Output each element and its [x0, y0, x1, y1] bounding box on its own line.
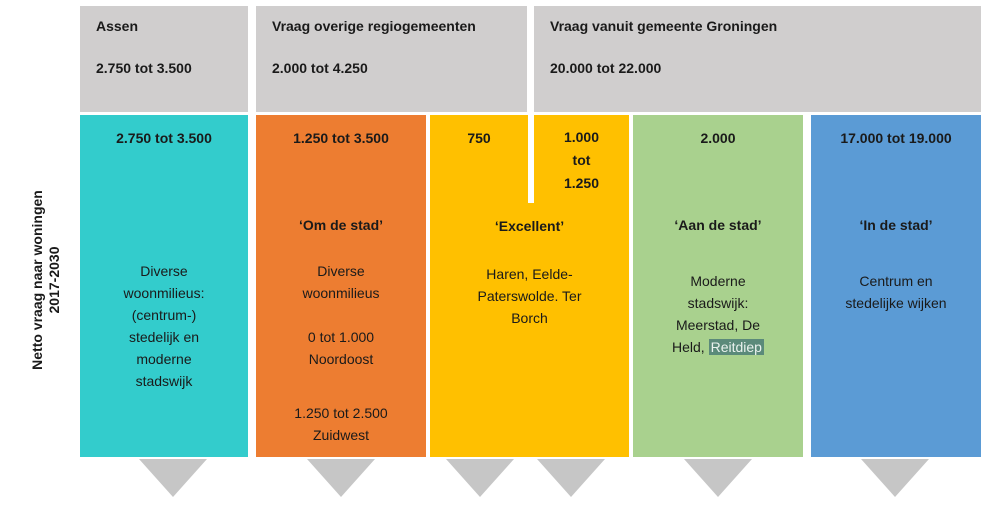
header-groningen-title: Vraag vanuit gemeente Groningen — [550, 18, 778, 34]
column-assen — [80, 115, 248, 457]
om-description: Diverse woonmilieus — [302, 263, 380, 301]
header-regio-range: 2.000 tot 4.250 — [272, 60, 368, 76]
arrow-down-icon — [139, 459, 207, 497]
header-regio-title: Vraag overige regiogemeenten — [272, 18, 476, 34]
header-assen-range: 2.750 tot 3.500 — [96, 60, 192, 76]
excellent-description: Haren, Eelde- Paterswolde. Ter Borch — [477, 266, 582, 326]
column-excellent — [430, 203, 629, 457]
assen-description: Diverse woonmilieus: (centrum-) stedelijk en moderne stadswijk — [123, 263, 205, 389]
arrow-down-icon — [684, 459, 752, 497]
side-label — [29, 190, 63, 370]
om-noordoost: 0 tot 1.000 Noordoost — [307, 329, 375, 367]
header-groningen-range: 20.000 tot 22.000 — [550, 60, 662, 76]
arrow-down-icon — [307, 459, 375, 497]
arrow-down-icon — [861, 459, 929, 497]
column-in-de-stad — [811, 115, 981, 457]
column-aan-de-stad — [633, 115, 803, 457]
header-groningen — [534, 6, 981, 112]
header-regio — [256, 6, 527, 112]
side-label-line2: 2017-2030 — [46, 246, 62, 314]
aan-zone-title: ‘Aan de stad’ — [674, 217, 762, 233]
aan-number: 2.000 — [700, 130, 736, 146]
header-assen — [80, 6, 248, 112]
om-zone-title: ‘Om de stad’ — [298, 217, 384, 233]
reitdiep-highlight: Reitdiep — [710, 339, 762, 355]
om-number: 1.250 tot 3.500 — [293, 130, 389, 146]
in-zone-title: ‘In de stad’ — [859, 217, 933, 233]
assen-number: 2.750 tot 3.500 — [116, 130, 212, 146]
excellent-zone-title: ‘Excellent’ — [494, 218, 565, 234]
arrow-down-icon — [446, 459, 514, 497]
aan-description: Moderne stadswijk: Meerstad, De Held, Reitdiep — [672, 273, 762, 355]
om-zuidwest: 1.250 tot 2.500 Zuidwest — [294, 405, 388, 443]
in-number: 17.000 tot 19.000 — [840, 130, 952, 146]
excellent-number-left: 750 — [467, 130, 491, 146]
side-label-line1: Netto vraag naar woningen — [29, 190, 45, 370]
excellent-number-right: 1.000 tot 1.250 — [563, 129, 600, 191]
header-assen-title: Assen — [96, 18, 139, 34]
column-om-de-stad — [256, 115, 426, 457]
arrow-down-icon — [537, 459, 605, 497]
in-description: Centrum en stedelijke wijken — [845, 273, 947, 311]
